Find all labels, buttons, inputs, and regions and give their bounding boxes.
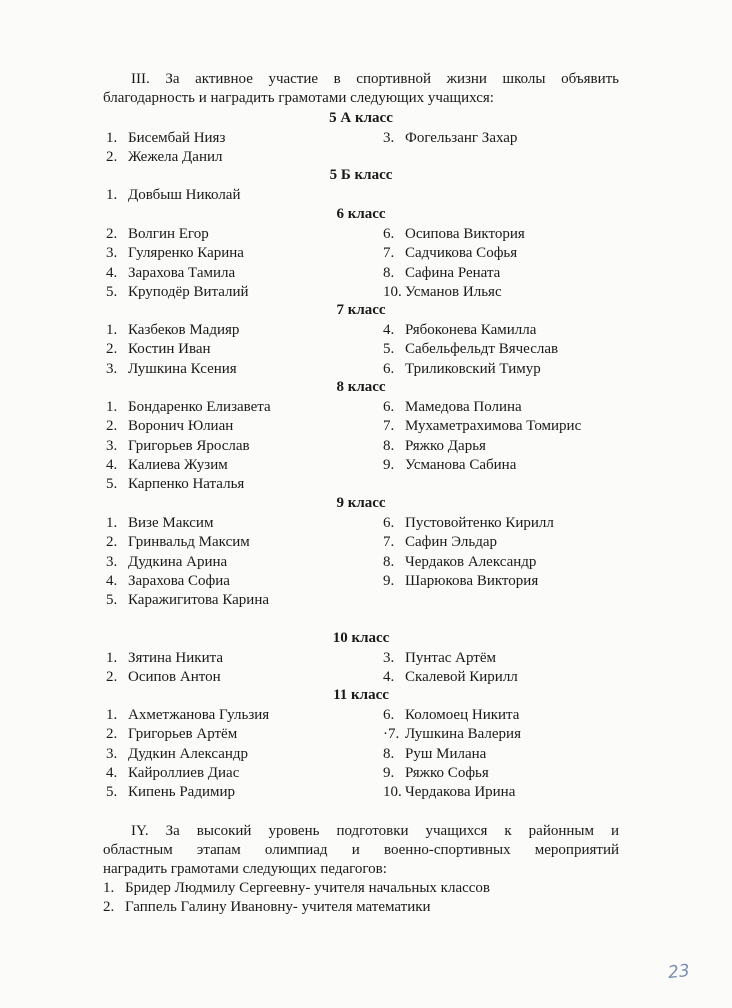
student-name: Чердакова Ирина (405, 784, 516, 801)
student-list-item (383, 572, 538, 591)
teacher-item (103, 879, 490, 898)
student-name: Мухаметрахимова Томирис (405, 418, 582, 435)
student-name: Костин Иван (128, 341, 211, 358)
student-list-item (383, 725, 521, 744)
section-3-line-1: III. За активное участие в спортивной жизни школы объявить (131, 71, 619, 87)
student-list-item (383, 745, 486, 764)
student-list-item (106, 572, 230, 591)
item-number: 1. (106, 322, 118, 338)
item-number: 5. (106, 283, 118, 300)
student-list-item (106, 745, 248, 764)
student-list-item (383, 398, 522, 417)
item-number: 6. (383, 515, 395, 531)
student-name: Лушкина Ксения (128, 360, 237, 377)
item-number: 1. (103, 880, 115, 896)
student-list-item (383, 283, 502, 302)
student-name: Круподёр Виталий (128, 283, 249, 300)
item-number: 1. (106, 187, 118, 203)
student-list-item (106, 514, 213, 533)
item-number: 4. (106, 456, 118, 473)
student-list-item (106, 244, 244, 263)
item-number: 4. (383, 669, 395, 686)
student-name: Жежела Данил (128, 149, 223, 166)
student-list-item (106, 360, 237, 379)
page-number: 23 (667, 960, 691, 984)
student-name: Бондаренко Елизавета (128, 399, 271, 415)
section-4-line-3: наградить грамотами следующих педагогов: (103, 861, 387, 877)
item-number: 4. (106, 264, 118, 281)
student-list-item (383, 321, 536, 340)
student-list-item (383, 264, 500, 283)
student-list-item (106, 553, 227, 572)
item-number: 3. (106, 360, 118, 377)
student-list-item (383, 456, 516, 475)
item-number: 3. (106, 553, 118, 570)
student-list-item (383, 668, 518, 687)
item-number: 2. (103, 899, 115, 915)
student-name: Ряжко Дарья (405, 437, 486, 454)
student-name: Карпенко Наталья (128, 476, 245, 493)
student-list-item (106, 475, 244, 494)
student-name: Визе Максим (128, 515, 214, 531)
student-list-item (383, 649, 496, 668)
item-number: 1. (106, 515, 118, 531)
student-list-item (106, 725, 237, 744)
student-name: Усманов Ильяс (405, 283, 502, 300)
item-number: 2. (106, 226, 118, 242)
item-number: 7. (383, 534, 395, 551)
item-number: 8. (383, 437, 395, 454)
item-number: 5. (106, 784, 118, 801)
student-name: Дудкин Александр (128, 745, 249, 762)
item-number: 10. (383, 283, 402, 300)
student-list-item (106, 649, 223, 668)
student-list-item (106, 340, 211, 359)
item-number: 3. (106, 437, 118, 454)
item-number: 10. (383, 784, 402, 801)
student-name: Бисембай Нияз (128, 130, 226, 146)
item-number: 8. (383, 745, 395, 762)
student-list-item (106, 398, 271, 417)
class-heading: 10 класс (332, 630, 390, 646)
student-name: Мамедова Полина (405, 399, 522, 415)
item-number: 9. (383, 456, 395, 473)
student-name: Осипов Антон (128, 669, 221, 686)
student-name: Рябоконева Камилла (405, 322, 537, 338)
student-name: Сафин Эльдар (405, 534, 498, 551)
student-list-item (106, 456, 228, 475)
item-number: 8. (383, 553, 395, 570)
item-number: 8. (383, 264, 395, 281)
item-number: 9. (383, 764, 395, 781)
student-list-item (106, 437, 250, 456)
student-list-item (383, 783, 515, 802)
student-name: Коломоец Никита (405, 707, 520, 723)
section-4-line-1: IY. За высокий уровень подготовки учащихся к районным и (131, 823, 619, 839)
item-number: 2. (106, 418, 118, 435)
student-name: Кайроллиев Диас (128, 764, 240, 781)
item-number: 6. (383, 399, 395, 415)
item-number: 2. (106, 534, 118, 551)
student-name: Руш Милана (405, 745, 487, 762)
student-name: Гуляренко Карина (128, 245, 244, 262)
student-name: Ахметжанова Гульзия (128, 707, 270, 723)
student-name: Воронич Юлиан (128, 418, 234, 435)
student-list-item (106, 186, 241, 205)
student-name: Гринвальд Максим (128, 534, 250, 551)
student-name: Дудкина Арина (128, 553, 228, 570)
student-name: Казбеков Мадияр (128, 322, 240, 338)
student-name: Волгин Егор (128, 226, 209, 242)
item-text: Бридер Людмилу Сергеевну- учителя начальных классов (125, 880, 491, 896)
student-list-item (106, 533, 250, 552)
item-number: 3. (383, 130, 395, 146)
student-list-item (383, 225, 525, 244)
student-name: Шарюкова Виктория (405, 572, 539, 589)
student-list-item (383, 244, 517, 263)
student-list-item (383, 437, 486, 456)
student-list-item (106, 321, 239, 340)
student-name: Лушкина Валерия (405, 726, 521, 743)
student-list-item (106, 783, 235, 802)
teacher-item (103, 898, 431, 917)
student-list-item (383, 360, 541, 379)
student-name: Зарахова Тамила (128, 264, 236, 281)
item-number: 5. (106, 476, 118, 493)
student-list-item (383, 417, 581, 436)
student-list-item (383, 340, 558, 359)
student-list-item (106, 148, 222, 167)
student-name: Довбыш Николай (128, 187, 241, 203)
item-number: 4. (106, 572, 118, 589)
item-number: 9. (383, 572, 395, 589)
item-number: 7. (383, 418, 395, 435)
student-name: Григорьев Ярослав (128, 437, 250, 454)
class-heading: 5 А класс (329, 110, 393, 126)
student-name: Зарахова Софиа (128, 572, 230, 589)
item-number: 6. (383, 360, 395, 377)
student-list-item (106, 706, 269, 725)
student-name: Фогельзанг Захар (405, 130, 518, 146)
section-4-intro (103, 822, 619, 879)
item-number: 1. (106, 130, 118, 146)
student-name: Сафина Рената (405, 264, 501, 281)
class-heading: 7 класс (336, 302, 386, 318)
student-list-item (106, 129, 225, 148)
class-heading: 8 класс (336, 379, 386, 395)
item-number: 5. (383, 341, 395, 358)
student-name: Пунтас Артём (405, 650, 497, 666)
student-list-item (106, 225, 209, 244)
student-list-item (383, 553, 536, 572)
item-number: 4. (383, 322, 395, 338)
student-list-item (383, 706, 519, 725)
student-list-item (383, 514, 554, 533)
class-heading: 6 класс (336, 206, 386, 222)
item-number: 1. (106, 399, 118, 415)
item-number: ·7. (383, 726, 400, 743)
item-number: 6. (383, 226, 395, 242)
student-list-item (106, 283, 249, 302)
student-name: Триликовский Тимур (405, 360, 541, 377)
item-number: 2. (106, 669, 118, 686)
student-name: Григорьев Артём (128, 726, 238, 743)
class-heading: 11 класс (333, 687, 389, 703)
class-heading: 5 Б класс (329, 167, 393, 183)
student-name: Скалевой Кирилл (405, 669, 518, 686)
student-name: Каражигитова Карина (128, 592, 270, 609)
item-number: 2. (106, 726, 118, 743)
item-number: 5. (106, 592, 118, 609)
student-name: Пустовойтенко Кирилл (405, 515, 554, 531)
item-number: 7. (383, 245, 395, 262)
item-number: 2. (106, 149, 118, 166)
section-3-line-2: благодарность и наградить грамотами следующих учащихся: (103, 90, 494, 106)
item-number: 1. (106, 707, 118, 723)
student-list-item (383, 533, 497, 552)
student-name: Усманова Сабина (405, 456, 517, 473)
section-4-line-2: областным этапам олимпиад и военно-спортивных мероприятий (103, 842, 619, 858)
student-name: Садчикова Софья (405, 245, 518, 262)
student-list-item (383, 129, 517, 148)
item-number: 3. (106, 745, 118, 762)
student-name: Калиева Жузим (128, 456, 228, 473)
student-name: Сабельфельдт Вячеслав (405, 341, 559, 358)
student-name: Осипова Виктория (405, 226, 525, 242)
item-number: 3. (106, 245, 118, 262)
student-list-item (106, 264, 235, 283)
student-list-item (106, 591, 269, 610)
item-number: 1. (106, 650, 118, 666)
item-number: 4. (106, 764, 118, 781)
class-heading: 9 класс (336, 495, 386, 511)
item-number: 2. (106, 341, 118, 358)
student-name: Чердаков Александр (405, 553, 537, 570)
student-name: Зятина Никита (128, 650, 224, 666)
item-text: Гаппель Галину Ивановну- учителя математики (125, 899, 431, 915)
student-list-item (106, 764, 239, 783)
student-name: Кипень Радимир (128, 784, 236, 801)
student-list-item (383, 764, 489, 783)
section-3-intro (103, 70, 619, 108)
item-number: 3. (383, 650, 395, 666)
student-list-item (106, 417, 233, 436)
student-list-item (106, 668, 221, 687)
item-number: 6. (383, 707, 395, 723)
student-name: Ряжко Софья (405, 764, 489, 781)
